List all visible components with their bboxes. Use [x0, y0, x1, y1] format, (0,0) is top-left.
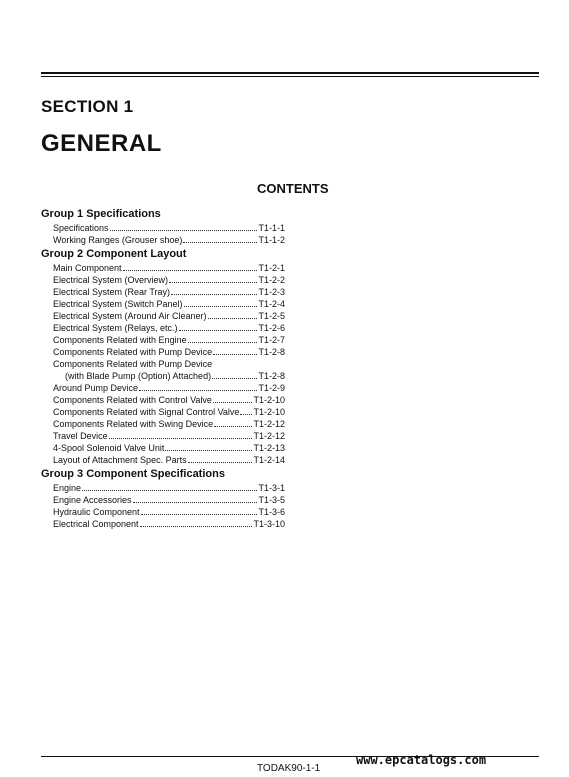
toc-entry-title: Components Related with Control Valve [53, 395, 212, 405]
toc-entry-title: Electrical System (Around Air Cleaner) [53, 311, 207, 321]
toc-entry[interactable] [41, 418, 285, 430]
toc-entry-title: Travel Device [53, 431, 108, 441]
toc-entry-page: T1-2-2 [258, 275, 285, 285]
toc-entry-page: T1-2-14 [253, 455, 285, 465]
dot-leader [214, 426, 252, 427]
dot-leader [184, 306, 258, 307]
toc-entry[interactable] [41, 358, 285, 370]
toc-entry-page: T1-2-4 [258, 299, 285, 309]
toc-entry[interactable] [41, 454, 285, 466]
toc-entry-title: (with Blade Pump (Option) Attached) [65, 371, 212, 381]
toc-entry[interactable] [41, 234, 285, 246]
toc-entry[interactable] [41, 346, 285, 358]
dot-leader [213, 402, 253, 403]
toc-entry[interactable] [41, 394, 285, 406]
toc-group-heading: Group 2 Component Layout [41, 248, 187, 260]
toc-entry-page: T1-2-12 [253, 431, 285, 441]
toc-entry-page: T1-2-6 [258, 323, 285, 333]
toc-entry-page: T1-2-12 [253, 419, 285, 429]
dot-leader [109, 438, 253, 439]
dot-leader [165, 450, 252, 451]
toc-entry-page: T1-2-5 [258, 311, 285, 321]
toc-entry-title: Electrical System (Overview) [53, 275, 169, 285]
toc-group-heading: Group 3 Component Specifications [41, 468, 225, 480]
toc-group-heading: Group 1 Specifications [41, 208, 161, 220]
dot-leader [169, 282, 257, 283]
toc-entry-title: Working Ranges (Grouser shoe) [53, 235, 183, 245]
dot-leader [171, 294, 257, 295]
section-label: SECTION 1 [41, 97, 134, 116]
toc-entry-page: T1-3-10 [253, 519, 285, 529]
toc-entry-page: T1-2-10 [253, 407, 285, 417]
toc-entry[interactable] [41, 494, 285, 506]
toc-entry-title: Specifications [53, 223, 109, 233]
dot-leader [123, 270, 258, 271]
toc-entry[interactable] [41, 430, 285, 442]
toc-entry-page: T1-2-3 [258, 287, 285, 297]
dot-leader [183, 242, 257, 243]
toc-entry-title: Around Pump Device [53, 383, 139, 393]
toc-entry[interactable] [41, 322, 285, 334]
page-code: TODAK90-1-1 [257, 763, 321, 774]
dot-leader [213, 354, 257, 355]
dot-leader [139, 390, 257, 391]
toc-entry-title: Components Related with Swing Device [53, 419, 214, 429]
toc-entry-page: T1-2-8 [258, 347, 285, 357]
dot-leader [188, 462, 253, 463]
dot-leader [110, 230, 258, 231]
table-of-contents [41, 208, 285, 530]
toc-entry-page: T1-2-8 [258, 371, 285, 381]
toc-entry-page: T1-3-5 [258, 495, 285, 505]
contents-heading: CONTENTS [257, 181, 329, 196]
toc-entry-page: T1-3-6 [258, 507, 285, 517]
toc-entry-title: Components Related with Pump Device [53, 347, 213, 357]
toc-entry-page: T1-2-10 [253, 395, 285, 405]
toc-entry-title: 4-Spool Solenoid Valve Unit [53, 443, 165, 453]
toc-entry[interactable] [41, 506, 285, 518]
dot-leader [240, 414, 252, 415]
toc-entry-title: Electrical System (Switch Panel) [53, 299, 183, 309]
dot-leader [208, 318, 258, 319]
toc-entry-page: T1-1-2 [258, 235, 285, 245]
dot-leader [188, 342, 258, 343]
toc-entry[interactable] [41, 310, 285, 322]
toc-entry-title: Engine Accessories [53, 495, 132, 505]
toc-entry-page: T1-3-1 [258, 483, 285, 493]
toc-entry-title: Layout of Attachment Spec. Parts [53, 455, 187, 465]
toc-entry-page: T1-2-7 [258, 335, 285, 345]
toc-entry-title: Components Related with Pump Device [53, 359, 213, 369]
toc-entry-title: Components Related with Engine [53, 335, 187, 345]
toc-entry-page: T1-2-9 [258, 383, 285, 393]
dot-leader [179, 330, 258, 331]
toc-entry-title: Hydraulic Component [53, 507, 140, 517]
dot-leader [141, 514, 258, 515]
toc-entry[interactable] [41, 274, 285, 286]
toc-entry-page: T1-1-1 [258, 223, 285, 233]
section-title: GENERAL [41, 130, 162, 157]
toc-entry[interactable] [41, 262, 285, 274]
toc-entry-title: Electrical System (Rear Tray) [53, 287, 171, 297]
toc-entry[interactable] [41, 286, 285, 298]
dot-leader [133, 502, 258, 503]
toc-entry[interactable] [41, 334, 285, 346]
dot-leader [140, 526, 253, 527]
toc-entry[interactable] [41, 298, 285, 310]
toc-entry-page: T1-2-1 [258, 263, 285, 273]
toc-entry[interactable] [41, 442, 285, 454]
toc-entry[interactable] [41, 518, 285, 530]
header-rule-thin [41, 76, 539, 77]
toc-entry[interactable] [41, 406, 285, 418]
toc-entry[interactable] [41, 382, 285, 394]
toc-entry-title: Electrical System (Relays, etc.) [53, 323, 178, 333]
toc-entry[interactable] [41, 370, 285, 382]
watermark-text: www.epcatalogs.com [356, 753, 487, 767]
toc-entry-page: T1-2-13 [253, 443, 285, 453]
toc-entry-title: Components Related with Signal Control Valve [53, 407, 240, 417]
toc-entry[interactable] [41, 482, 285, 494]
toc-entry-title: Engine [53, 483, 82, 493]
dot-leader [82, 490, 257, 491]
header-rule-thick [41, 72, 539, 74]
toc-entry-title: Electrical Component [53, 519, 139, 529]
toc-entry[interactable] [41, 222, 285, 234]
dot-leader [212, 378, 257, 379]
toc-entry-title: Main Component [53, 263, 122, 273]
